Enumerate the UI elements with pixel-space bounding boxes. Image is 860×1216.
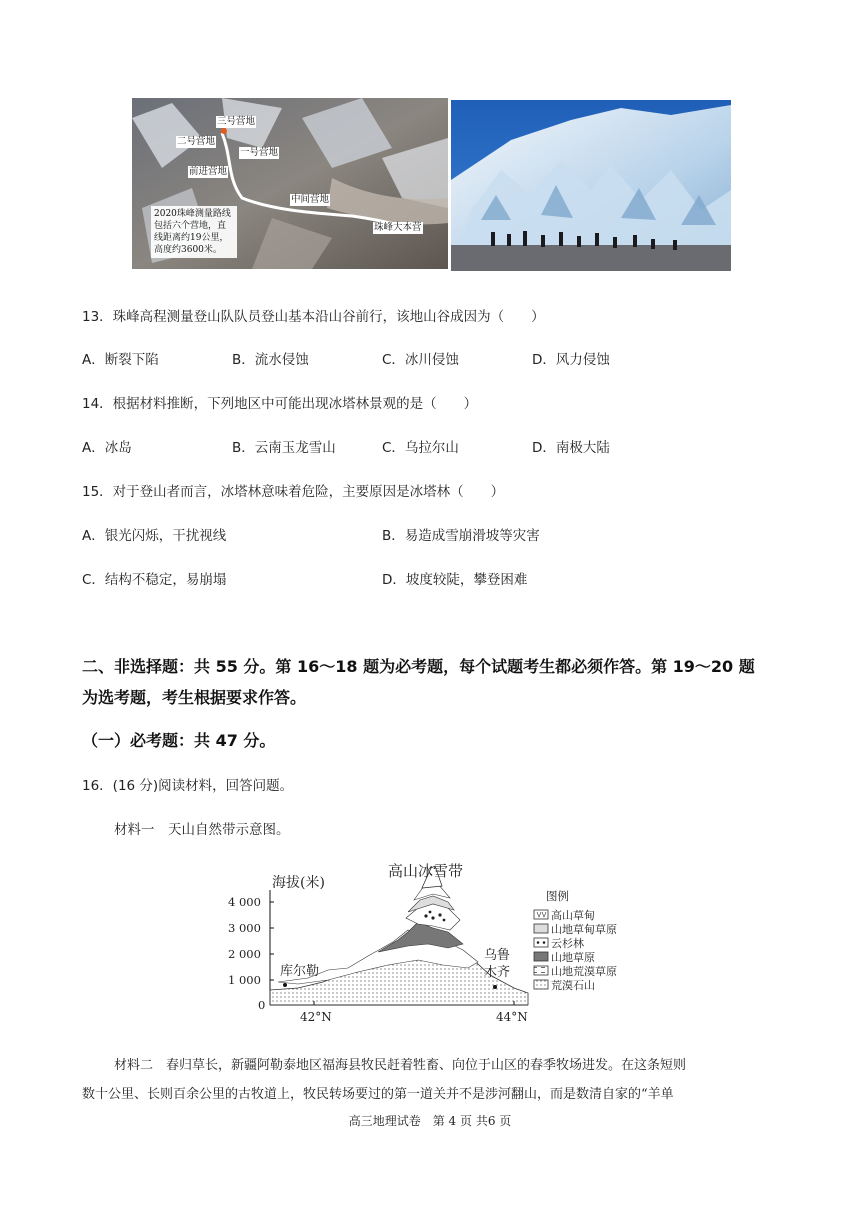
q14-option-b: B．云南玉龙雪山 [232, 440, 336, 456]
diagram-left-city: 库尔勒 [280, 964, 320, 979]
q14-option-a: A．冰岛 [82, 440, 132, 456]
q13-option-b: B．流水侵蚀 [232, 352, 309, 368]
q13-option-c: C．冰川侵蚀 [382, 352, 459, 368]
material-2-line2: 数十公里、长则百余公里的古牧道上，牧民转场要过的第一道关并不是涉河翻山，而是数清自家的“羊单 [82, 1087, 674, 1102]
material-1-caption: 材料一 天山自然带示意图。 [114, 822, 290, 838]
legend-alpine-meadow: 高山草甸 [551, 909, 595, 922]
diagram-peak-label: 高山冰雪带 [388, 862, 464, 880]
question-13-stem: 13．珠峰高程测量登山队队员登山基本沿山谷前行，该地山谷成因为（ ） [82, 309, 545, 325]
section-2-subheading: （一）必考题：共 47 分。 [82, 731, 276, 750]
map-label-advanced-camp: 前进营地 [189, 166, 228, 177]
legend-spruce-forest: 云杉林 [551, 937, 584, 950]
q15-option-a: A．银光闪烁，干扰视线 [82, 528, 227, 544]
q14-option-d: D．南极大陆 [532, 440, 610, 456]
diagram-right-city-line1: 乌鲁 [484, 948, 511, 963]
q13-option-a: A．断裂下陷 [82, 352, 159, 368]
material-2-line1: 材料二 春归草长，新疆阿勒泰地区福海县牧民赶着牲畜、向位于山区的春季牧场进发。在这条短则 [114, 1058, 687, 1073]
section-2-heading-line1: 二、非选择题：共 55 分。第 16～18 题为必考题，每个试题考生都必须作答。第 19～20 题 [82, 657, 755, 676]
diagram-legend-title: 图例 [546, 889, 569, 903]
diagram-x-tick-42n: 42°N [300, 1010, 332, 1024]
q13-option-d: D．风力侵蚀 [532, 352, 610, 368]
map-label-camp2: 二号营地 [177, 136, 216, 147]
ice-pinnacle-photo [451, 100, 731, 271]
question-16-stem: 16．(16 分)阅读材料，回答问题。 [82, 778, 294, 794]
diagram-y-tick-3000: 3 000 [228, 921, 261, 935]
q15-option-c: C．结构不稳定，易崩塌 [82, 572, 227, 588]
legend-mountain-steppe: 山地草原 [551, 951, 595, 964]
diagram-y-tick-4000: 4 000 [228, 895, 261, 909]
diagram-x-tick-44n: 44°N [496, 1010, 528, 1024]
question-14-stem: 14．根据材料推断，下列地区中可能出现冰塔林景观的是（ ） [82, 396, 478, 412]
q14-option-c: C．乌拉尔山 [382, 440, 459, 456]
page-footer: 高三地理试卷 第 4 页 共6 页 [348, 1114, 512, 1128]
map-label-base-camp: 珠峰大本营 [374, 222, 422, 233]
map-label-middle-camp: 中间营地 [291, 194, 330, 205]
question-15-stem: 15．对于登山者而言，冰塔林意味着危险，主要原因是冰塔林（ ） [82, 484, 505, 500]
legend-desert-steppe: 山地荒漠草原 [551, 965, 617, 978]
section-2-heading-line2: 为选考题，考生根据要求作答。 [82, 688, 307, 707]
map-label-camp1: 一号营地 [240, 147, 279, 158]
diagram-y-tick-2000: 2 000 [228, 947, 261, 961]
legend-desert-mountain: 荒漠石山 [551, 979, 595, 992]
diagram-y-tick-0: 0 [258, 998, 266, 1012]
map-label-camp3: 三号营地 [217, 116, 256, 127]
tianshan-diagram [228, 860, 638, 1030]
map-note: 2020珠峰测量路线包括六个营地，直线距离约19公里，高度约3600米。 [151, 206, 237, 258]
q15-option-d: D．坡度较陡，攀登困难 [382, 572, 528, 588]
ice-tower-illustration [451, 100, 731, 271]
q15-option-b: B．易造成雪崩滑坡等灾害 [382, 528, 540, 544]
route-map-photo [132, 98, 448, 269]
diagram-y-tick-1000: 1 000 [228, 973, 261, 987]
diagram-y-axis-title: 海拔(米) [272, 875, 325, 891]
diagram-right-city-line2: 木齐 [484, 965, 511, 980]
legend-meadow-steppe: 山地草甸草原 [551, 923, 617, 936]
